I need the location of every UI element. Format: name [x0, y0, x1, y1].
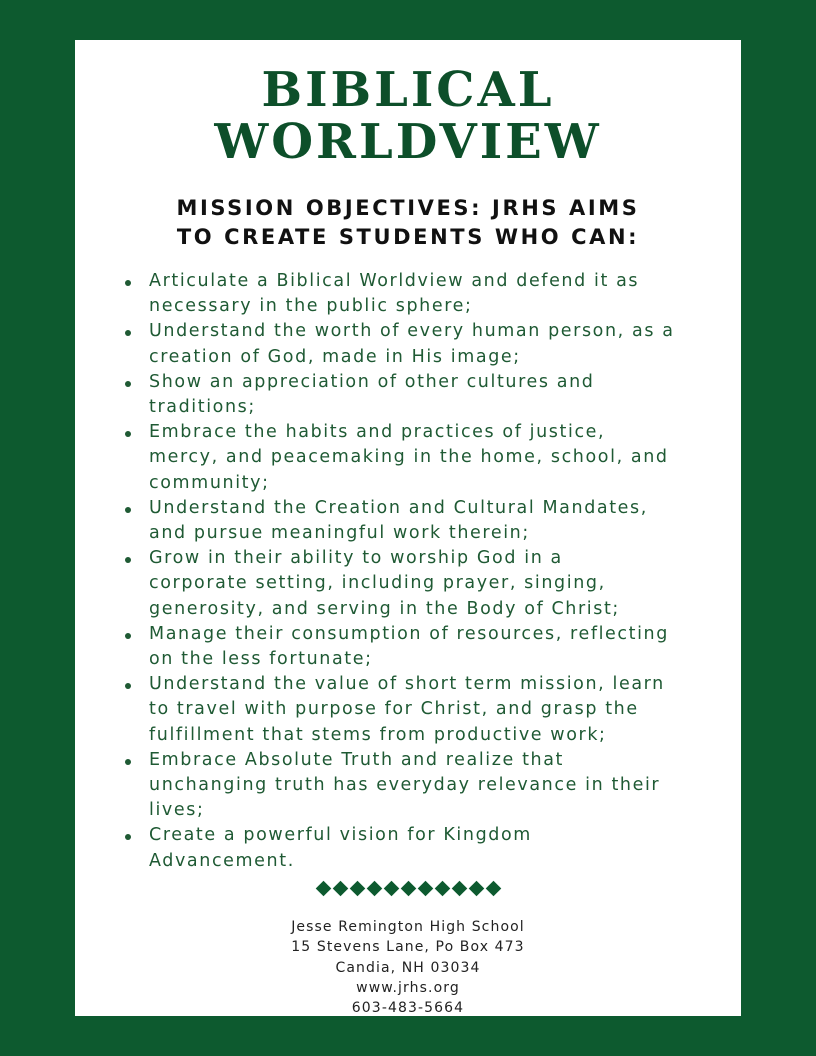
flyer-card	[75, 40, 741, 1016]
objective-text: Understand the worth of every human person, as a creation of God, made in His image;	[149, 321, 675, 367]
school-name: Jesse Remington High School	[291, 919, 525, 935]
objective-text: Embrace Absolute Truth and realize that unchanging truth has everyday relevance in their lives;	[149, 749, 661, 821]
bullet-icon	[125, 683, 131, 689]
objective-text: Embrace the habits and practices of justice, mercy, and peacemaking in the home, school, and community;	[149, 422, 669, 493]
objective-item	[121, 496, 711, 546]
objective-text: Show an appreciation of other cultures and traditions;	[149, 371, 595, 418]
objective-item	[121, 319, 711, 369]
bullet-icon	[125, 280, 131, 286]
bullet-icon	[125, 834, 131, 840]
school-contact-footer	[75, 917, 741, 1018]
objective-item	[121, 748, 711, 824]
objective-item	[121, 823, 711, 873]
diamond-icon	[417, 881, 433, 897]
diamond-icon	[383, 881, 399, 897]
subtitle-line-1: MISSION OBJECTIVES: JRHS AIMS	[176, 196, 640, 220]
diamond-icon	[468, 881, 484, 897]
objective-text: Articulate a Biblical Worldview and defend it as necessary in the public sphere;	[149, 271, 640, 317]
objectives-list	[121, 269, 711, 874]
subtitle-line-2: TO CREATE STUDENTS WHO CAN:	[176, 225, 640, 249]
objective-item	[121, 269, 711, 319]
bullet-icon	[125, 431, 131, 437]
objective-item	[121, 370, 711, 420]
diamond-icon	[485, 881, 501, 897]
mission-subtitle	[135, 194, 681, 252]
bullet-icon	[125, 381, 131, 387]
bullet-icon	[125, 633, 131, 639]
objective-item	[121, 546, 711, 622]
bullet-icon	[125, 330, 131, 336]
page-title	[75, 64, 741, 168]
diamond-icon	[332, 881, 348, 897]
title-line-1: BIBLICAL	[261, 62, 555, 118]
objective-item	[121, 420, 711, 496]
objective-text: Understand the value of short term mission, learn to travel with purpose for Christ, and grasp the fulfillment that stems from productive work;	[149, 674, 665, 745]
objective-item	[121, 622, 711, 672]
diamond-icon	[434, 881, 450, 897]
objective-text: Create a powerful vision for Kingdom Advancement.	[149, 825, 532, 871]
diamond-icon	[315, 881, 331, 897]
objective-text: Manage their consumption of resources, reflecting on the less fortunate;	[149, 623, 669, 670]
bullet-icon	[125, 507, 131, 513]
objective-text: Grow in their ability to worship God in a corporate setting, including prayer, singing, generosity, and serving in the Body of Christ;	[149, 548, 620, 619]
diamond-icon	[366, 881, 382, 897]
school-address: 15 Stevens Lane, Po Box 473	[291, 939, 525, 956]
bullet-icon	[125, 557, 131, 563]
objective-item	[121, 672, 711, 748]
diamond-icon	[349, 881, 365, 897]
objective-text: Understand the Creation and Cultural Mandates, and pursue meaningful work therein;	[149, 497, 648, 544]
school-phone: 603-483-5664	[351, 1000, 465, 1017]
diamond-icon	[451, 881, 467, 897]
diamond-divider	[75, 883, 741, 894]
school-city: Candia, NH 03034	[335, 959, 481, 976]
title-line-2: WORLDVIEW	[214, 114, 602, 170]
diamond-icon	[400, 881, 416, 897]
school-website: www.jrhs.org	[356, 979, 460, 996]
bullet-icon	[125, 759, 131, 765]
